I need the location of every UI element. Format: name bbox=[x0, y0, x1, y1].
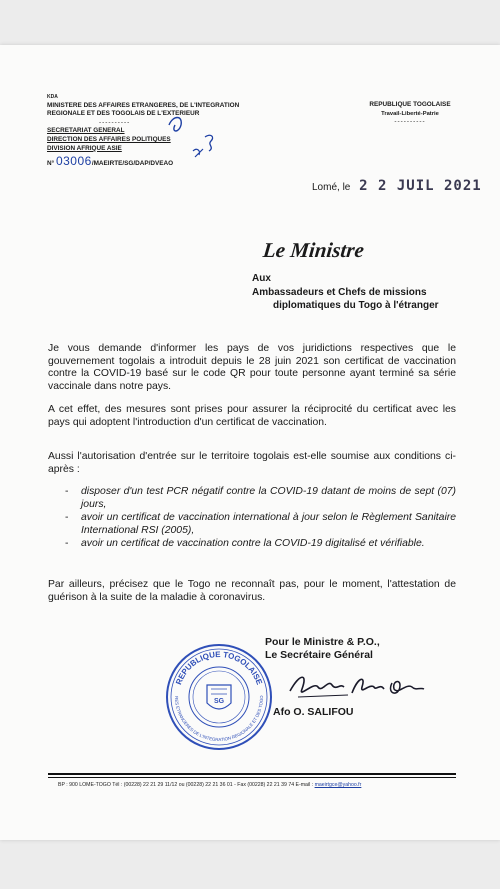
list-item bbox=[48, 538, 456, 551]
bullet-dash: - bbox=[65, 486, 69, 497]
ministry-line-1: MINISTERE DES AFFAIRES ETRANGERES, DE L'INTEGRATION bbox=[47, 101, 240, 109]
condition-text: avoir un certificat de vaccination international à jour selon le Règlement Sanitaire International RSI (2005), bbox=[81, 512, 456, 536]
handwritten-annotations bbox=[163, 113, 223, 161]
header-abbrev: KDA bbox=[47, 94, 58, 100]
condition-text: disposer d'un test PCR négatif contre la COVID-19 datant de moins de sept (07) jours, bbox=[81, 486, 456, 510]
signature-title bbox=[265, 636, 380, 662]
stamp-center-text: SG bbox=[213, 698, 225, 705]
paragraph-2: A cet effet, des mesures sont prises pour assurer la réciprocité du certificat avec les pays qui adoptent l'introduction d'un certificat de vaccination. bbox=[48, 404, 456, 428]
paragraph-3: Aussi l'autorisation d'entrée sur le territoire togolais est-elle soumise aux conditions ci-après : bbox=[48, 451, 456, 475]
reference-number: 03006 bbox=[55, 154, 92, 169]
header-right-divider: ---------- bbox=[394, 118, 426, 126]
sender-title: Le Ministre bbox=[261, 238, 366, 262]
header-republic-block bbox=[360, 101, 460, 127]
date-line bbox=[312, 178, 482, 194]
stamp-emblem bbox=[207, 685, 231, 709]
secretariat-label: SECRETARIAT GENERAL bbox=[47, 127, 125, 135]
list-item bbox=[48, 486, 456, 511]
date-place: Lomé, le bbox=[312, 182, 351, 193]
conditions-list bbox=[48, 486, 456, 552]
official-stamp bbox=[163, 641, 275, 753]
header-left-divider: ---------- bbox=[99, 118, 131, 126]
signatory-name: Afo O. SALIFOU bbox=[273, 706, 354, 718]
date-stamp: 2 2 JUIL 2021 bbox=[359, 178, 482, 194]
footer-divider-thin bbox=[48, 777, 456, 778]
stamp-bottom-text: RES ETRANGERES DE L'INTEGRATION REGIONALE ET DES TOGO bbox=[173, 695, 265, 743]
footer-divider-thick bbox=[48, 773, 456, 775]
reference-suffix: /MAEIRTE/SG/DAP/DVEAO bbox=[91, 160, 174, 168]
country-motto: Travail-Liberté-Patrie bbox=[381, 110, 439, 117]
recipient-line-2: Ambassadeurs et Chefs de missions bbox=[252, 286, 427, 298]
division-label: DIVISION AFRIQUE ASIE bbox=[47, 144, 122, 152]
paragraph-1: Je vous demande d'informer les pays de vos juridictions respectives que le gouvernement togolais a introduit depuis le 28 juin 2021 son certificat de vaccination contre la COVID-19 basé sur le code QR pour toute personne ayant terminé sa série vaccinale dans notre pays. bbox=[48, 343, 456, 392]
footer-text: BP : 900 LOME-TOGO Tél : (00228) 22 21 29 11/12 ou (00228) 22 21 36 01 - Fax (00228) 22 21 39 74 E-mail : bbox=[58, 782, 314, 788]
direction-label: DIRECTION DES AFFAIRES POLITIQUES bbox=[47, 135, 171, 143]
recipient-line-1: Aux bbox=[252, 273, 271, 284]
stamp-top-text: REPUBLIQUE TOGOLAISE bbox=[174, 649, 264, 687]
signature-title-line-2: Le Secrétaire Général bbox=[265, 649, 373, 661]
recipient-line-3: diplomatiques du Togo à l'étranger bbox=[273, 300, 439, 311]
bullet-dash: - bbox=[65, 512, 69, 524]
ministry-line-2: REGIONALE ET DES TOGOLAIS DE L'EXTERIEUR bbox=[47, 110, 200, 118]
footer-contact bbox=[58, 782, 478, 788]
paragraph-4: Par ailleurs, précisez que le Togo ne reconnaît pas, pour le moment, l'attestation de guérison à la suite de la maladie à coronavirus. bbox=[48, 579, 456, 603]
recipient-block bbox=[252, 272, 439, 313]
handwritten-signature bbox=[288, 669, 428, 705]
footer-email-link[interactable]: maeirtgce@yahoo.fr bbox=[314, 782, 362, 788]
reference-prefix: N° bbox=[47, 160, 55, 168]
condition-text: avoir un certificat de vaccination contre la COVID-19 digitalisé et vérifiable. bbox=[81, 538, 425, 550]
list-item bbox=[48, 512, 456, 537]
signature-title-line-1: Pour le Ministre & P.O., bbox=[265, 636, 380, 648]
country-name: REPUBLIQUE TOGOLAISE bbox=[369, 101, 451, 108]
bullet-dash: - bbox=[65, 538, 69, 550]
